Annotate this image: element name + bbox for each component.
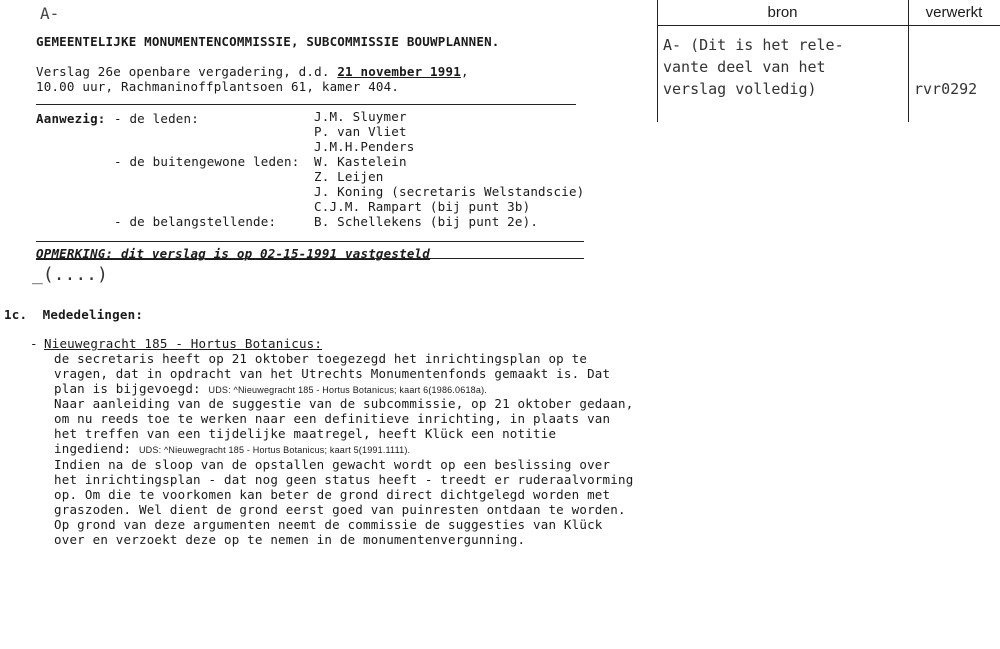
section-title: 1c. Mededelingen: [4, 307, 144, 322]
archive-reference-2: UDS: ^Nieuwegracht 185 - Hortus Botanicus; kaart 5(1991.1111). [138, 445, 411, 455]
member-1: J.M. Sluymer [314, 109, 407, 124]
body-line-12: Op grond van deze argumenten neemt de commissie de suggesties van Klück [54, 517, 603, 532]
source-line-3: verslag volledig) [663, 80, 817, 98]
body-line-11: graszoden. Wel dient de grond eerst goed van puinresten ontdaan te worden. [54, 502, 626, 517]
item-dash: - [30, 336, 38, 351]
doc-title: GEMEENTELIJKE MONUMENTENCOMMISSIE, SUBCOMMISSIE BOUWPLANNEN. [36, 34, 500, 49]
extra-member-1: W. Kastelein [314, 154, 407, 169]
archive-reference-1: UDS: ^Nieuwegracht 185 - Hortus Botanicus; kaart 6(1986.0618a). [208, 385, 487, 395]
divider-bottom [36, 258, 584, 259]
header-bron: bron [767, 4, 798, 21]
item-title: Nieuwegracht 185 - Hortus Botanicus: [44, 336, 323, 351]
body-line-3 [54, 381, 487, 396]
interested-person: B. Schellekens (bij punt 2e). [314, 214, 539, 229]
source-line-1: A- (Dit is het rele- [663, 36, 844, 54]
extra-member-4: C.J.M. Rampart (bij punt 3b) [314, 199, 531, 214]
report-date: 21 november 1991 [337, 64, 461, 79]
interested-label: - de belangstellende: [114, 214, 277, 229]
body-line-7-text: ingediend: [54, 441, 139, 456]
body-line-4: Naar aanleiding van de suggestie van de subcommissie, op 21 oktober gedaan, [54, 396, 634, 411]
body-line-2: vragen, dat in opdracht van het Utrechts Monumentenfonds gemaakt is. Dat [54, 366, 611, 381]
ellipsis-marker: _(....) [32, 264, 108, 285]
body-line-7 [54, 441, 410, 456]
report-prefix: Verslag 26e openbare vergadering, d.d. [36, 64, 338, 79]
members-label: - de leden: [114, 111, 199, 126]
header-verwerkt: verwerkt [925, 4, 983, 21]
processed-code: rvr0292 [914, 80, 978, 98]
body-line-1: de secretaris heeft op 21 oktober toegezegd het inrichtingsplan op te [54, 351, 588, 366]
report-line [36, 64, 469, 79]
source-line-2: vante deel van het [663, 58, 826, 76]
body-line-10: op. Om die te voorkomen kan beter de grond direct dichtgelegd worden met [54, 487, 611, 502]
member-2: P. van Vliet [314, 124, 407, 139]
member-3: J.M.H.Penders [314, 139, 415, 154]
body-line-6: het treffen van een tijdelijke maatregel, heeft Klück een notitie [54, 426, 557, 441]
body-line-5: om nu reeds toe te werken naar een definitieve inrichting, in plaats van [54, 411, 611, 426]
extra-member-2: Z. Leijen [314, 169, 384, 184]
body-line-3-text: plan is bijgevoegd: [54, 381, 209, 396]
body-line-9: het inrichtingsplan - dat nog geen status heeft - treedt er ruderaalvorming [54, 472, 634, 487]
source-table [657, 0, 1000, 122]
extra-member-3: J. Koning (secretaris Welstandscie) [314, 184, 585, 199]
present-label: Aanwezig: [36, 111, 106, 126]
body-line-8: Indien na de sloop van de opstallen gewacht wordt op een beslissing over [54, 457, 611, 472]
divider-middle [36, 241, 584, 242]
doc-letter: A- [40, 4, 60, 23]
divider-top [36, 104, 576, 105]
remark: OPMERKING: dit verslag is op 02-15-1991 vastgesteld [36, 246, 431, 261]
report-suffix: , [460, 64, 469, 79]
body-line-13: over en verzoekt deze op te nemen in de monumentenvergunning. [54, 532, 526, 547]
extra-members-label: - de buitengewone leden: [114, 154, 300, 169]
report-location: 10.00 uur, Rachmaninoffplantsoen 61, kamer 404. [36, 79, 400, 94]
